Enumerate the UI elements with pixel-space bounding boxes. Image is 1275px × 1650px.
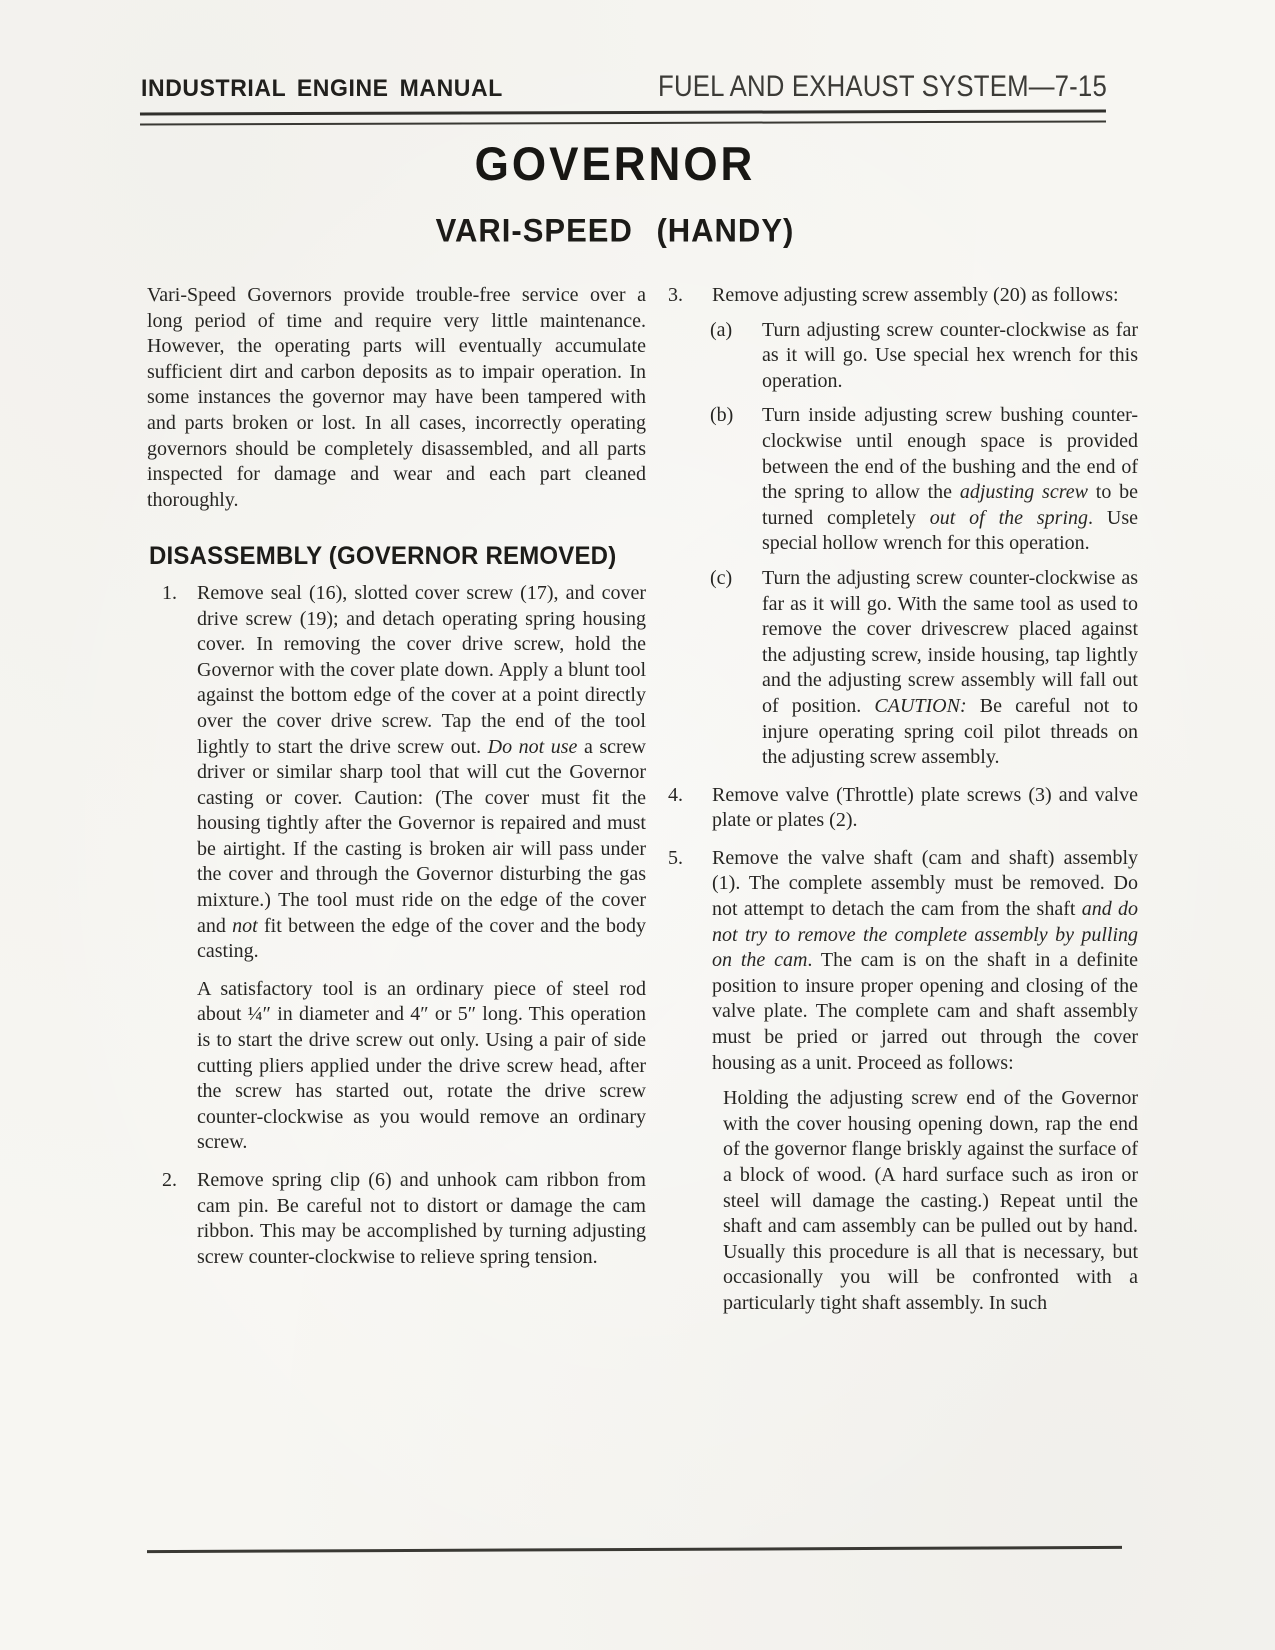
item-4-number: 4. [668,783,683,806]
sub-item-c-label: (c) [710,566,733,589]
sub-item-b [710,403,1138,557]
sub-item-c-text [762,566,1138,771]
sub-item-b-seg-4: . Use special hollow wrench for this operation. [762,506,1139,555]
intro-paragraph: Vari-Speed Governors provide trouble-free service over a long period of time and require very little maintenance. However, the operating parts will eventually accumulate sufficient dirt and carbon deposits as to impair operation. In some instances the governor may have been tampered with and parts broken or lost. In all cases, incorrectly operating governors should be completely disassembled, and all parts inspected for damage and wear and each part cleaned thoroughly. [147,284,646,511]
sub-item-b-seg-0: Turn inside adjusting screw bushing counter-clockwise until enough space is provided between the end of the bushing and the end of the spring to allow the [762,404,1138,504]
item-1-seg-3-italic: not [232,914,258,937]
item-5-number: 5. [668,846,683,869]
item-1-seg-2: a screw driver or similar sharp tool that will cut the Governor casting or cover. Caution: (The cover must fit the housing tightly after the Governor is repaired and must be airtight. If the casting is broken air will pass under the cover and through the Governor disturbing the gas mixture.) The tool must ride on the edge of the cover and [197,735,646,937]
sub-item-c-seg-0: Turn the adjusting screw counter-clockwise as far as it will go. With the same tool as used to remove the cover drivescrew placed against the adjusting screw, inside housing, tap lightly and the adjusting screw assembly will fall out of position. [762,566,1138,717]
item-2-number: 2. [162,1169,177,1191]
item-5-seg-2: . The cam is on the shaft in a definite position to insure proper opening and closing of the valve plate. The complete cam and shaft assembly must be pried or jarred out through the cover housing as a unit. Proceed as follows: [712,949,1138,1074]
sub-item-a-text: Turn adjusting screw counter-clockwise as far as it will go. Use special hex wrench for this operation. [762,318,1138,392]
sub-item-c-seg-2: Be careful not to injure operating spring coil pilot threads on the adjusting screw assembly. [762,694,1138,769]
right-column [668,283,1138,1317]
list-item-1 [147,581,646,965]
sub-item-a-label: (a) [710,318,733,341]
sub-item-b-seg-3-italic: out of the spring [929,506,1089,529]
page-title: GOVERNOR [474,138,756,191]
item-5-seg-1-italic: and do not try to remove the complete assembly by pulling on the cam [712,898,1138,972]
list-item-3 [668,283,1138,309]
sub-item-b-label: (b) [710,404,734,427]
item-4-text: Remove valve (Throttle) plate screws (3) and valve plate or plates (2). [712,783,1138,832]
item-1-seg-0: Remove seal (16), slotted cover screw (17), and cover drive screw (19); and detach operating spring housing cover. In removing the cover drive screw, hold the Governor with the cover plate down. Apply a blunt tool against the bottom edge of the cover at a point directly over the cover drive screw. Tap the end of the tool lightly to start the drive screw out. [197,581,646,758]
item-3-number: 3. [668,284,683,306]
header-right-title: FUEL AND EXHAUST SYSTEM—7-15 [658,70,1107,103]
list-item-2 [147,1168,646,1270]
header-double-rule [140,109,1106,125]
item-1-text [197,581,646,965]
item-5-text [712,846,1138,1076]
item-5-continuation-paragraph: Holding the adjusting screw end of the Governor with the cover housing opening down, rap the end of the governor flange briskly against the surface of a block of wood. (A hard surface such as iron or steel will damage the casting.) Repeat until the shaft and cam assembly can be pulled out by hand. Usually this procedure is all that is necessary, but occasionally you will be confronted with a particularly tight shaft assembly. In such [723,1087,1138,1314]
item-1-number: 1. [162,581,177,604]
item-2-text: Remove spring clip (6) and unhook cam ribbon from cam pin. Be careful not to distort or damage the cam ribbon. This may be accomplished by turning adjusting screw counter-clockwise to relieve spring tension. [197,1169,646,1268]
section-heading: DISASSEMBLY (GOVERNOR REMOVED) [149,542,617,571]
sub-item-b-seg-1-italic: adjusting screw [959,481,1088,504]
sub-item-b-seg-2: to be turned completely [762,481,1138,529]
sub-item-c-seg-1-italic: CAUTION: [874,694,967,717]
left-column [147,283,646,1270]
list-item-5 [668,846,1138,1076]
sub-item-c [710,566,1138,771]
sub-item-a [710,318,1138,395]
footer-rule [147,1546,1122,1553]
item-1-continuation-paragraph: A satisfactory tool is an ordinary piece of steel rod about ¼″ in diameter and 4″ or 5″ long. This operation is to start the drive screw out only. Using a pair of side cutting pliers applied under the drive screw head, after the screw has started out, rotate the drive screw counter-clockwise as you would remove an ordinary screw. [197,977,646,1154]
header-left-title: INDUSTRIAL ENGINE MANUAL [141,74,503,102]
item-5-seg-0: Remove the valve shaft (cam and shaft) assembly (1). The complete assembly must be removed. Do not attempt to detach the cam from the shaft [712,846,1138,921]
item-3-text: Remove adjusting screw assembly (20) as follows: [712,284,1119,306]
item-1-seg-4: fit between the edge of the cover and the body casting. [197,914,646,963]
item-1-seg-1-italic: Do not use [487,735,578,758]
page-subtitle: VARI-SPEED (HANDY) [435,212,795,250]
list-item-4 [668,783,1138,834]
sub-item-b-text [762,403,1138,557]
